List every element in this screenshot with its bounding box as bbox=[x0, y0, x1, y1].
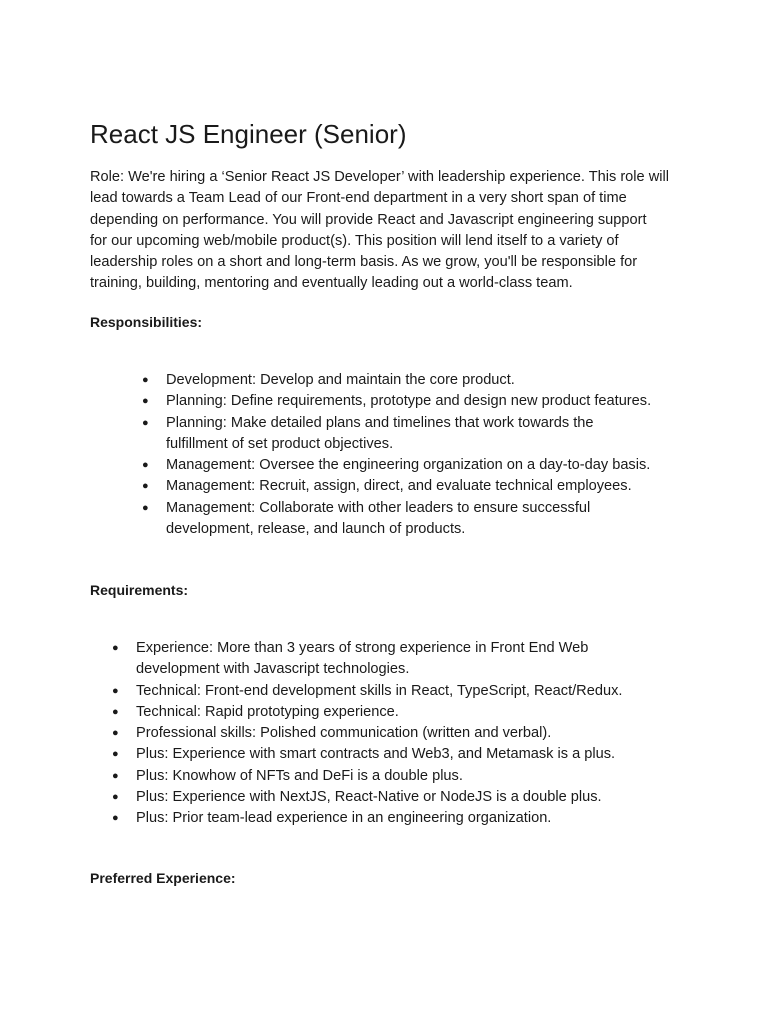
list-item-text: Technical: Rapid prototyping experience. bbox=[136, 703, 399, 720]
list-item bbox=[142, 476, 651, 497]
intro-line: lead towards a Team Lead of our Front-end department in a very short span of time bbox=[90, 190, 627, 207]
bullet-icon: ● bbox=[142, 459, 149, 472]
list-item bbox=[112, 723, 622, 744]
list-item bbox=[142, 370, 651, 391]
requirements-list bbox=[112, 638, 623, 830]
list-item-text: development with Javascript technologies. bbox=[136, 661, 410, 678]
list-item bbox=[142, 391, 652, 412]
list-item bbox=[112, 681, 623, 702]
list-item bbox=[142, 498, 651, 541]
list-item-text: Development: Develop and maintain the core product. bbox=[166, 372, 515, 388]
list-item bbox=[112, 787, 622, 808]
list-item bbox=[112, 744, 622, 765]
bullet-icon: ● bbox=[142, 480, 149, 493]
bullet-icon: ● bbox=[112, 705, 119, 718]
list-item-text: Management: Collaborate with other leaders to ensure successful bbox=[166, 499, 591, 516]
bullet-icon: ● bbox=[142, 374, 149, 386]
bullet-icon: ● bbox=[112, 684, 119, 697]
list-item-text: Plus: Prior team-lead experience in an engineering organization. bbox=[136, 810, 552, 827]
bullet-icon: ● bbox=[112, 727, 119, 740]
intro-line: Role: We're hiring a ‘Senior React JS Developer’ with leadership experience. This role will bbox=[90, 169, 669, 185]
list-item-text: Management: Oversee the engineering organization on a day-to-day basis. bbox=[166, 457, 651, 474]
bullet-icon: ● bbox=[142, 395, 149, 408]
intro-line: training, building, mentoring and eventually leading out a world-class team. bbox=[90, 275, 573, 292]
intro-paragraph bbox=[90, 167, 690, 295]
list-item-text: Technical: Front-end development skills in React, TypeScript, React/Redux. bbox=[136, 682, 623, 699]
list-item-text: Plus: Experience with smart contracts and Web3, and Metamask is a plus. bbox=[136, 746, 616, 763]
list-item-text: fulfillment of set product objectives. bbox=[166, 435, 394, 452]
list-item-text: Experience: More than 3 years of strong experience in Front End Web bbox=[136, 640, 589, 656]
bullet-icon: ● bbox=[142, 501, 149, 514]
page-title: React JS Engineer (Senior) bbox=[90, 119, 407, 149]
bullet-icon: ● bbox=[142, 416, 149, 429]
list-item-text: development, release, and launch of products. bbox=[166, 521, 466, 538]
list-item bbox=[112, 638, 622, 681]
intro-line: for our upcoming web/mobile product(s). This position will lend itself to a variety of bbox=[90, 232, 619, 249]
intro-line: depending on performance. You will provide React and Javascript engineering support bbox=[90, 211, 647, 228]
list-item bbox=[142, 455, 651, 476]
responsibilities-heading: Responsibilities: bbox=[90, 314, 203, 330]
bullet-icon: ● bbox=[112, 642, 119, 654]
list-item-text: Plus: Knowhow of NFTs and DeFi is a double plus. bbox=[136, 767, 463, 784]
list-item bbox=[112, 766, 622, 787]
bullet-icon: ● bbox=[112, 812, 119, 825]
list-item-text: Planning: Define requirements, prototype and design new product features. bbox=[166, 393, 652, 410]
bullet-icon: ● bbox=[112, 769, 119, 782]
list-item-text: Management: Recruit, assign, direct, and evaluate technical employees. bbox=[166, 478, 632, 495]
list-item bbox=[142, 413, 651, 456]
list-item bbox=[112, 808, 622, 829]
bullet-icon: ● bbox=[112, 748, 119, 761]
list-item-text: Planning: Make detailed plans and timelines that work towards the bbox=[166, 414, 594, 431]
requirements-heading: Requirements: bbox=[90, 582, 189, 598]
intro-line: leadership roles on a short and long-term basis. As we grow, you'll be responsible for bbox=[90, 254, 638, 271]
list-item bbox=[112, 702, 622, 723]
list-item-text: Professional skills: Polished communication (written and verbal). bbox=[136, 725, 552, 742]
preferred-experience-heading: Preferred Experience: bbox=[90, 870, 236, 886]
responsibilities-list bbox=[142, 370, 652, 540]
list-item-text: Plus: Experience with NextJS, React-Native or NodeJS is a double plus. bbox=[136, 789, 602, 806]
bullet-icon: ● bbox=[112, 791, 119, 804]
